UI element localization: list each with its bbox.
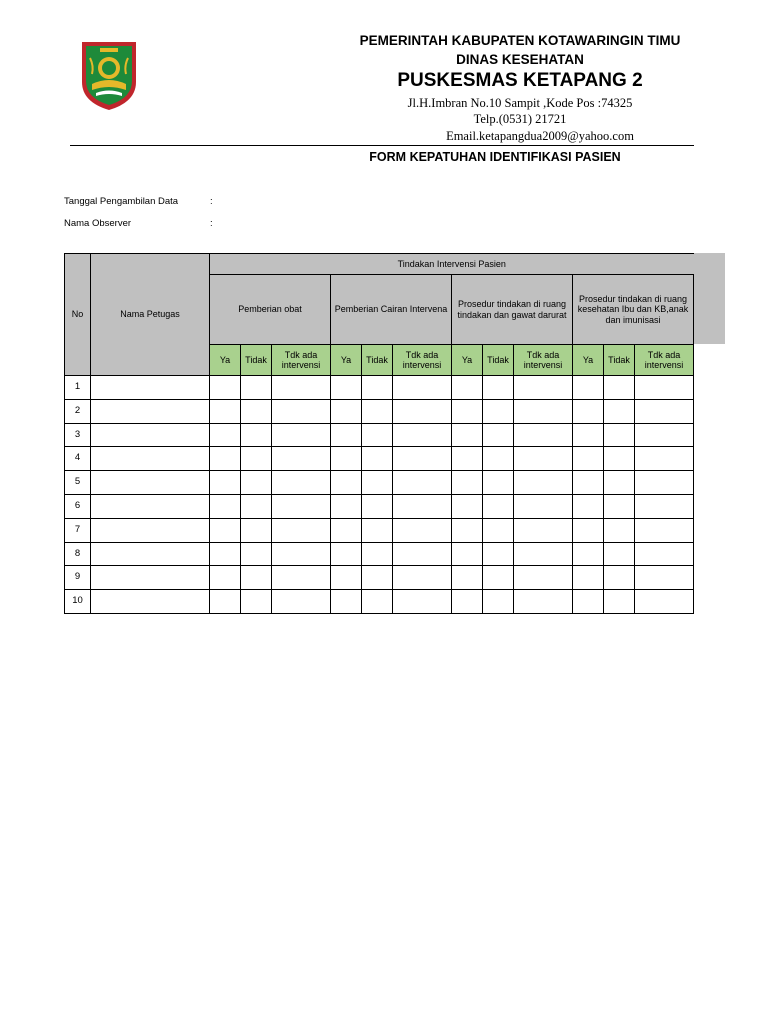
check-cell[interactable] xyxy=(210,590,241,614)
check-cell[interactable] xyxy=(514,471,573,495)
officer-name-cell[interactable] xyxy=(91,494,210,518)
sub-header-tidak: Tidak xyxy=(604,345,635,376)
check-cell[interactable] xyxy=(210,518,241,542)
row-number: 6 xyxy=(65,494,91,518)
check-cell[interactable] xyxy=(452,494,483,518)
form-title: FORM KEPATUHAN IDENTIFIKASI PASIEN xyxy=(369,150,621,164)
group-header-1: Pemberian obat xyxy=(210,275,331,345)
table-row xyxy=(65,447,694,471)
row-number: 5 xyxy=(65,471,91,495)
check-cell[interactable] xyxy=(241,542,272,566)
check-cell[interactable] xyxy=(573,518,604,542)
row-number: 4 xyxy=(65,447,91,471)
check-cell[interactable] xyxy=(635,399,694,423)
check-cell[interactable] xyxy=(393,494,452,518)
check-cell[interactable] xyxy=(393,566,452,590)
check-cell[interactable] xyxy=(393,399,452,423)
check-cell[interactable] xyxy=(393,423,452,447)
check-cell[interactable] xyxy=(604,423,635,447)
check-cell[interactable] xyxy=(635,518,694,542)
check-cell[interactable] xyxy=(604,376,635,400)
sub-header-tdk: Tdk ada intervensi xyxy=(393,345,452,376)
check-cell[interactable] xyxy=(241,518,272,542)
sub-header-tidak: Tidak xyxy=(241,345,272,376)
check-cell[interactable] xyxy=(635,590,694,614)
check-cell[interactable] xyxy=(573,376,604,400)
table-row xyxy=(65,399,694,423)
check-cell[interactable] xyxy=(452,399,483,423)
table-row xyxy=(65,494,694,518)
check-cell[interactable] xyxy=(210,566,241,590)
row-number: 7 xyxy=(65,518,91,542)
check-cell[interactable] xyxy=(604,471,635,495)
check-cell[interactable] xyxy=(604,542,635,566)
check-cell[interactable] xyxy=(604,518,635,542)
check-cell[interactable] xyxy=(483,423,514,447)
check-cell[interactable] xyxy=(241,399,272,423)
check-cell[interactable] xyxy=(635,471,694,495)
check-cell[interactable] xyxy=(272,376,331,400)
date-field-row xyxy=(64,196,213,207)
check-cell[interactable] xyxy=(483,518,514,542)
check-cell[interactable] xyxy=(604,590,635,614)
row-number: 1 xyxy=(65,376,91,400)
header-divider xyxy=(70,145,694,146)
table-row xyxy=(65,423,694,447)
check-cell[interactable] xyxy=(210,542,241,566)
check-cell[interactable] xyxy=(635,566,694,590)
check-cell[interactable] xyxy=(241,471,272,495)
check-cell[interactable] xyxy=(241,423,272,447)
header-email: Email.ketapangdua2009@yahoo.com xyxy=(446,129,634,143)
check-cell[interactable] xyxy=(604,566,635,590)
check-cell[interactable] xyxy=(272,518,331,542)
check-cell[interactable] xyxy=(362,447,393,471)
check-cell[interactable] xyxy=(241,376,272,400)
check-cell[interactable] xyxy=(635,423,694,447)
check-cell[interactable] xyxy=(362,423,393,447)
check-cell[interactable] xyxy=(210,376,241,400)
check-cell[interactable] xyxy=(362,566,393,590)
check-cell[interactable] xyxy=(331,590,362,614)
observer-label: Nama Observer xyxy=(64,218,132,229)
check-cell[interactable] xyxy=(272,423,331,447)
check-cell[interactable] xyxy=(393,376,452,400)
check-cell[interactable] xyxy=(331,399,362,423)
officer-name-cell[interactable] xyxy=(91,376,210,400)
check-cell[interactable] xyxy=(393,590,452,614)
check-cell[interactable] xyxy=(452,376,483,400)
check-cell[interactable] xyxy=(362,399,393,423)
check-cell[interactable] xyxy=(483,447,514,471)
check-cell[interactable] xyxy=(331,566,362,590)
check-cell[interactable] xyxy=(362,590,393,614)
row-number: 8 xyxy=(65,542,91,566)
group-header-2: Pemberian Cairan Intervena xyxy=(331,275,452,345)
officer-name-cell[interactable] xyxy=(91,590,210,614)
officer-name-cell[interactable] xyxy=(91,399,210,423)
check-cell[interactable] xyxy=(331,542,362,566)
check-cell[interactable] xyxy=(272,447,331,471)
check-cell[interactable] xyxy=(272,399,331,423)
check-cell[interactable] xyxy=(573,542,604,566)
sub-header-tdk: Tdk ada intervensi xyxy=(272,345,331,376)
header-puskesmas-name: PUSKESMAS KETAPANG 2 xyxy=(397,70,643,91)
header-address: Jl.H.Imbran No.10 Sampit ,Kode Pos :74325 xyxy=(407,96,633,110)
sub-header-ya: Ya xyxy=(210,345,241,376)
check-cell[interactable] xyxy=(362,494,393,518)
table-row xyxy=(65,471,694,495)
check-cell[interactable] xyxy=(210,471,241,495)
check-cell[interactable] xyxy=(573,494,604,518)
header-phone: Telp.(0531) 21721 xyxy=(473,112,567,126)
sub-header-tdk: Tdk ada intervensi xyxy=(635,345,694,376)
check-cell[interactable] xyxy=(241,566,272,590)
check-cell[interactable] xyxy=(362,471,393,495)
table-row xyxy=(65,590,694,614)
kotawaringin-timur-emblem-logo xyxy=(78,38,140,112)
check-cell[interactable] xyxy=(272,542,331,566)
check-cell[interactable] xyxy=(483,399,514,423)
sub-header-ya: Ya xyxy=(331,345,362,376)
check-cell[interactable] xyxy=(210,423,241,447)
check-cell[interactable] xyxy=(362,542,393,566)
col-header-name: Nama Petugas xyxy=(91,254,210,376)
row-number: 9 xyxy=(65,566,91,590)
sub-header-tdk: Tdk ada intervensi xyxy=(514,345,573,376)
check-cell[interactable] xyxy=(241,494,272,518)
check-cell[interactable] xyxy=(514,494,573,518)
check-cell[interactable] xyxy=(483,542,514,566)
check-cell[interactable] xyxy=(452,542,483,566)
check-cell[interactable] xyxy=(393,542,452,566)
check-cell[interactable] xyxy=(452,566,483,590)
row-number: 3 xyxy=(65,423,91,447)
table-row xyxy=(65,566,694,590)
row-number: 10 xyxy=(65,590,91,614)
check-cell[interactable] xyxy=(210,399,241,423)
date-colon: : xyxy=(210,196,213,207)
sub-header-ya: Ya xyxy=(452,345,483,376)
check-cell[interactable] xyxy=(573,566,604,590)
header-government-name: PEMERINTAH KABUPATEN KOTAWARINGIN TIMU xyxy=(359,33,681,48)
check-cell[interactable] xyxy=(452,423,483,447)
check-cell[interactable] xyxy=(272,494,331,518)
check-cell[interactable] xyxy=(393,471,452,495)
observer-field-row xyxy=(64,218,213,229)
check-cell[interactable] xyxy=(210,447,241,471)
check-cell[interactable] xyxy=(452,447,483,471)
col-header-group: Tindakan Intervensi Pasien xyxy=(210,254,694,275)
check-cell[interactable] xyxy=(393,447,452,471)
row-number: 2 xyxy=(65,399,91,423)
officer-name-cell[interactable] xyxy=(91,471,210,495)
header-shading-extension xyxy=(694,253,725,344)
sub-header-tidak: Tidak xyxy=(362,345,393,376)
table-body xyxy=(65,376,694,614)
check-cell[interactable] xyxy=(272,471,331,495)
check-cell[interactable] xyxy=(514,423,573,447)
check-cell[interactable] xyxy=(210,494,241,518)
check-cell[interactable] xyxy=(604,447,635,471)
check-cell[interactable] xyxy=(452,590,483,614)
sub-header-tidak: Tidak xyxy=(483,345,514,376)
check-cell[interactable] xyxy=(331,376,362,400)
check-cell[interactable] xyxy=(635,494,694,518)
sub-header-ya: Ya xyxy=(573,345,604,376)
check-cell[interactable] xyxy=(331,423,362,447)
table-row xyxy=(65,542,694,566)
check-cell[interactable] xyxy=(331,518,362,542)
table-row xyxy=(65,376,694,400)
group-header-3: Prosedur tindakan di ruang tindakan dan gawat darurat xyxy=(452,275,573,345)
check-cell[interactable] xyxy=(604,494,635,518)
officer-name-cell[interactable] xyxy=(91,542,210,566)
check-cell[interactable] xyxy=(272,590,331,614)
check-cell[interactable] xyxy=(573,399,604,423)
officer-name-cell[interactable] xyxy=(91,423,210,447)
check-cell[interactable] xyxy=(573,471,604,495)
check-cell[interactable] xyxy=(483,494,514,518)
check-cell[interactable] xyxy=(514,518,573,542)
officer-name-cell[interactable] xyxy=(91,566,210,590)
check-cell[interactable] xyxy=(573,447,604,471)
check-cell[interactable] xyxy=(452,518,483,542)
officer-name-cell[interactable] xyxy=(91,518,210,542)
check-cell[interactable] xyxy=(393,518,452,542)
officer-name-cell[interactable] xyxy=(91,447,210,471)
check-cell[interactable] xyxy=(635,542,694,566)
date-label: Tanggal Pengambilan Data xyxy=(64,196,179,207)
check-cell[interactable] xyxy=(573,590,604,614)
check-cell[interactable] xyxy=(452,471,483,495)
check-cell[interactable] xyxy=(514,542,573,566)
col-header-no: No xyxy=(65,254,91,376)
check-cell[interactable] xyxy=(514,399,573,423)
check-cell[interactable] xyxy=(483,590,514,614)
check-cell[interactable] xyxy=(514,590,573,614)
check-cell[interactable] xyxy=(483,376,514,400)
check-cell[interactable] xyxy=(241,447,272,471)
check-cell[interactable] xyxy=(272,566,331,590)
check-cell[interactable] xyxy=(604,399,635,423)
check-cell[interactable] xyxy=(362,518,393,542)
check-cell[interactable] xyxy=(331,471,362,495)
check-cell[interactable] xyxy=(514,566,573,590)
check-cell[interactable] xyxy=(331,494,362,518)
check-cell[interactable] xyxy=(331,447,362,471)
group-header-4: Prosedur tindakan di ruang kesehatan Ibu dan KB,anak dan imunisasi xyxy=(573,275,694,345)
check-cell[interactable] xyxy=(514,447,573,471)
header-department-name: DINAS KESEHATAN xyxy=(456,52,584,67)
check-cell[interactable] xyxy=(635,376,694,400)
compliance-table xyxy=(64,253,694,614)
check-cell[interactable] xyxy=(241,590,272,614)
check-cell[interactable] xyxy=(635,447,694,471)
check-cell[interactable] xyxy=(573,423,604,447)
check-cell[interactable] xyxy=(483,471,514,495)
check-cell[interactable] xyxy=(514,376,573,400)
table-row xyxy=(65,518,694,542)
check-cell[interactable] xyxy=(483,566,514,590)
check-cell[interactable] xyxy=(362,376,393,400)
observer-colon: : xyxy=(210,218,213,229)
